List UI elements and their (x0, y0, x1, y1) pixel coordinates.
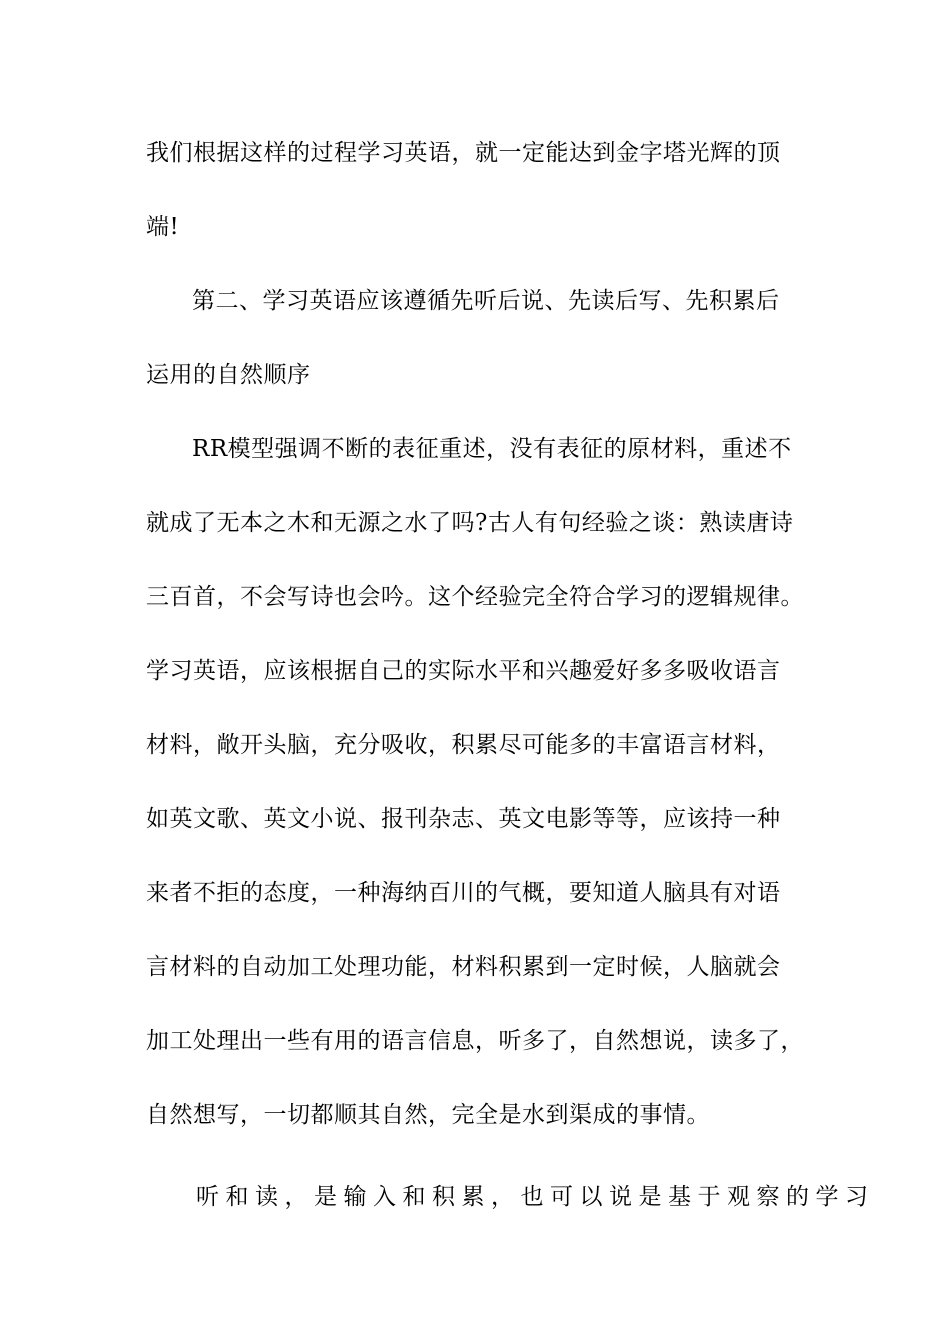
section-heading-line: 运用的自然顺序 (146, 362, 311, 388)
paragraph-line: 听和读，是输入和积累，也可以说是基于观察的学习 (196, 1184, 875, 1210)
paragraph-line: 三百首，不会写诗也会吟。这个经验完全符合学习的逻辑规律。 (146, 584, 804, 610)
paragraph-line: 来者不拒的态度，一种海纳百川的气概，要知道人脑具有对语 (146, 880, 781, 906)
paragraph-line: 加工处理出一些有用的语言信息，听多了，自然想说，读多了， (146, 1028, 804, 1054)
paragraph-line: 端! (146, 214, 180, 240)
paragraph-line: 我们根据这样的过程学习英语，就一定能达到金字塔光辉的顶 (146, 140, 781, 166)
paragraph-line: 自然想写，一切都顺其自然，完全是水到渠成的事情。 (146, 1102, 710, 1128)
paragraph-line: 言材料的自动加工处理功能，材料积累到一定时候，人脑就会 (146, 954, 781, 980)
paragraph-line: 学习英语，应该根据自己的实际水平和兴趣爱好多多吸收语言 (146, 658, 781, 684)
paragraph-line: RR模型强调不断的表征重述，没有表征的原材料，重述不 (192, 436, 792, 462)
section-heading-line: 第二、学习英语应该遵循先听后说、先读后写、先积累后 (192, 288, 780, 314)
paragraph-line: 如英文歌、英文小说、报刊杂志、英文电影等等，应该持一种 (146, 806, 781, 832)
paragraph-line: 就成了无本之木和无源之水了吗?古人有句经验之谈：熟读唐诗 (146, 510, 794, 536)
paragraph-line: 材料，敞开头脑，充分吸收，积累尽可能多的丰富语言材料， (146, 732, 781, 758)
